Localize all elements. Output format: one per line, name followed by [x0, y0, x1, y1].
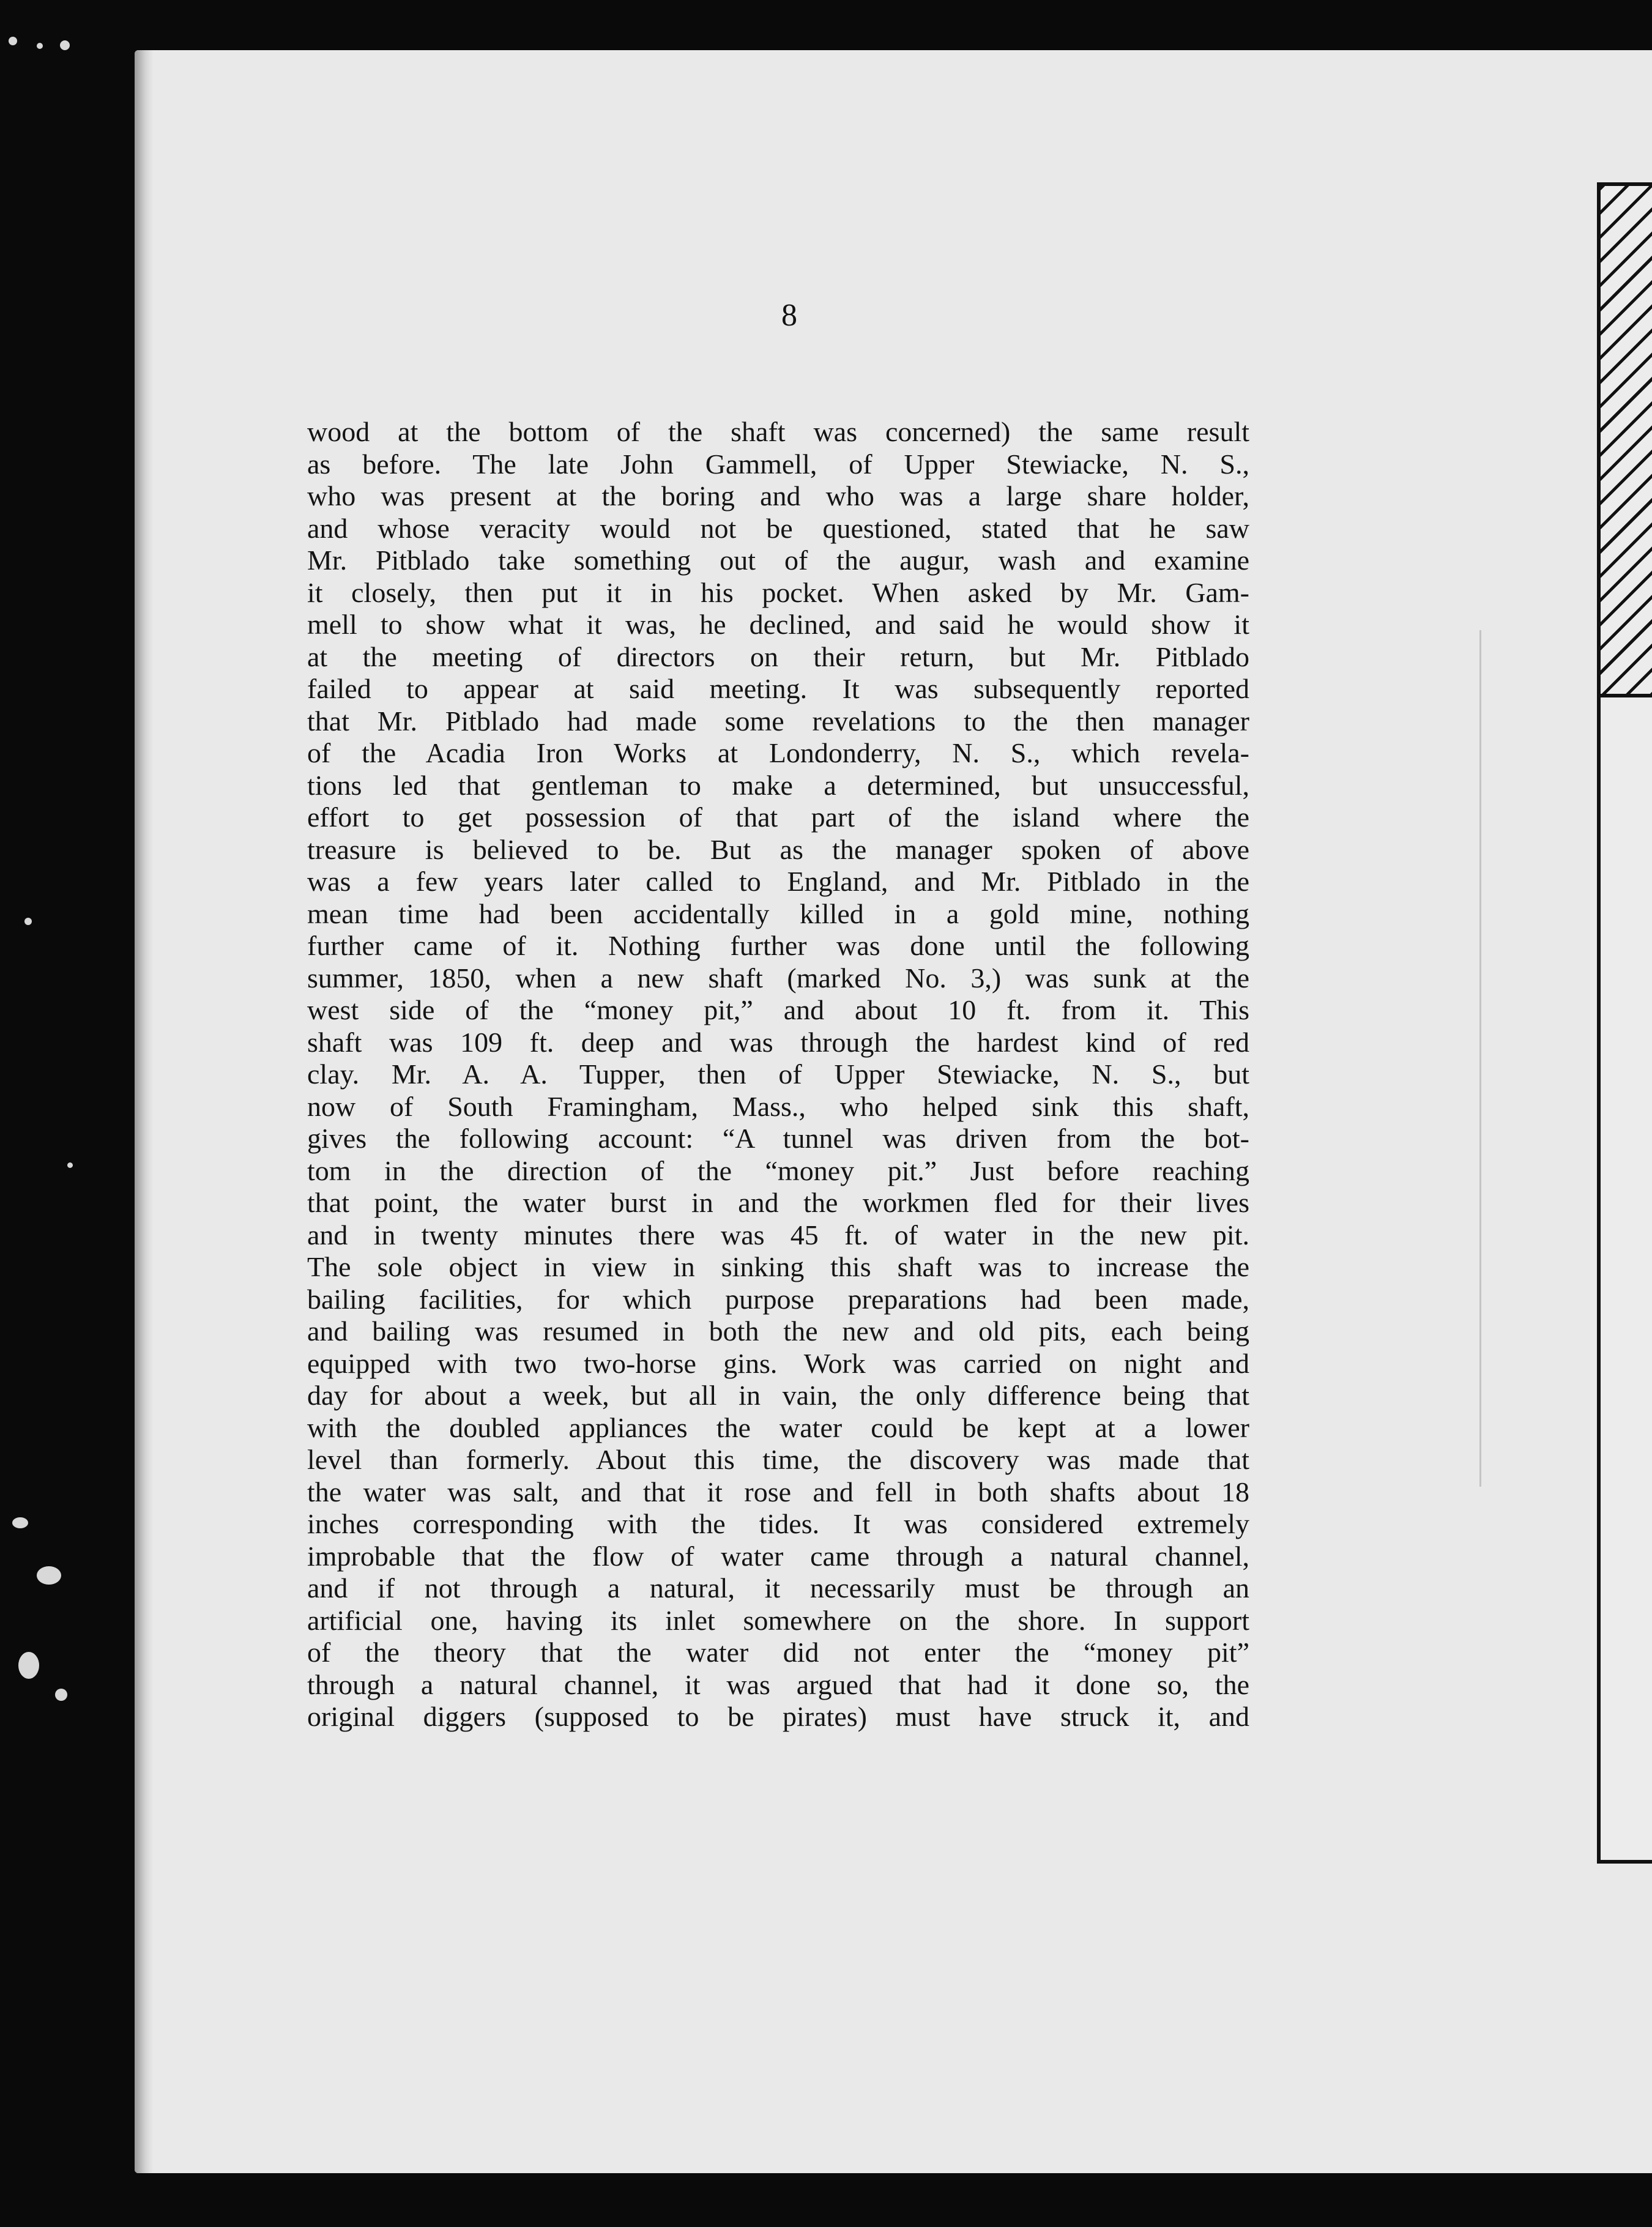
text-line: Mr. Pitblado take something out of the augur, wash and examine [307, 545, 1249, 576]
text-line: of the theory that the water did not enter the “money pit” [307, 1637, 1249, 1668]
text-line: treasure is believed to be. But as the manager spoken of above [307, 833, 1249, 865]
text-line: shaft was 109 ft. deep and was through the hardest kind of red [307, 1026, 1249, 1058]
text-line: wood at the bottom of the shaft was concerned) the same result [307, 416, 1249, 447]
page-gutter-shadow [135, 50, 153, 2173]
text-line: gives the following account: “A tunnel was driven from the bot- [307, 1123, 1249, 1154]
text-line: west side of the “money pit,” and about 10 ft. from it. This [307, 994, 1249, 1025]
text-line: original diggers (supposed to be pirates) must have struck it, and [307, 1701, 1249, 1732]
dust-speck [12, 1517, 28, 1528]
text-line: tom in the direction of the “money pit.” Just before reaching [307, 1154, 1249, 1186]
page-number: 8 [781, 298, 797, 333]
text-line: it closely, then put it in his pocket. When asked by Mr. Gam- [307, 576, 1249, 608]
text-line: summer, 1850, when a new shaft (marked No. 3,) was sunk at the [307, 962, 1249, 994]
text-line: mell to show what it was, he declined, and said he would show it [307, 609, 1249, 640]
text-line: improbable that the flow of water came through a natural channel, [307, 1540, 1249, 1572]
dust-speck [37, 43, 43, 49]
adjacent-plate-edge [1597, 182, 1652, 1864]
dust-speck [24, 918, 32, 925]
text-line: equipped with two two-horse gins. Work was carried on night and [307, 1347, 1249, 1379]
scanned-page [135, 50, 1652, 2173]
text-line: that Mr. Pitblado had made some revelations to the then manager [307, 705, 1249, 737]
text-line: further came of it. Nothing further was done until the following [307, 930, 1249, 961]
text-line: and whose veracity would not be questioned, stated that he saw [307, 512, 1249, 544]
text-line: and if not through a natural, it necessarily must be through an [307, 1572, 1249, 1604]
text-line: the water was salt, and that it rose and fell in both shafts about 18 [307, 1476, 1249, 1508]
text-line: clay. Mr. A. A. Tupper, then of Upper Stewiacke, N. S., but [307, 1058, 1249, 1090]
text-line: failed to appear at said meeting. It was subsequently reported [307, 673, 1249, 704]
text-line: level than formerly. About this time, the discovery was made that [307, 1444, 1249, 1475]
text-line: as before. The late John Gammell, of Upper Stewiacke, N. S., [307, 448, 1249, 480]
hatched-pattern [1601, 186, 1652, 697]
dust-speck [67, 1162, 73, 1168]
text-line: who was present at the boring and who was a large share holder, [307, 480, 1249, 511]
dust-speck [37, 1566, 61, 1585]
page-crease-line [1479, 630, 1481, 1487]
text-line: that point, the water burst in and the workmen fled for their lives [307, 1187, 1249, 1218]
dust-speck [9, 37, 17, 45]
text-line: inches corresponding with the tides. It was considered extremely [307, 1508, 1249, 1539]
text-line: bailing facilities, for which purpose preparations had been made, [307, 1283, 1249, 1315]
text-line: and bailing was resumed in both the new and old pits, each being [307, 1315, 1249, 1347]
dust-speck [55, 1689, 67, 1701]
body-text [307, 416, 1249, 1733]
text-line: artificial one, having its inlet somewhere on the shore. In support [307, 1604, 1249, 1636]
text-line: tions led that gentleman to make a determined, but unsuccessful, [307, 769, 1249, 801]
text-line: effort to get possession of that part of the island where the [307, 801, 1249, 833]
text-line: now of South Framingham, Mass., who helped sink this shaft, [307, 1090, 1249, 1122]
text-line: The sole object in view in sinking this shaft was to increase the [307, 1251, 1249, 1282]
text-line: with the doubled appliances the water could be kept at a lower [307, 1411, 1249, 1443]
text-line: of the Acadia Iron Works at Londonderry, N. S., which revela- [307, 737, 1249, 768]
text-line: through a natural channel, it was argued that had it done so, the [307, 1668, 1249, 1700]
text-line: at the meeting of directors on their return, but Mr. Pitblado [307, 641, 1249, 672]
dust-speck [60, 40, 70, 50]
text-line: was a few years later called to England, and Mr. Pitblado in the [307, 866, 1249, 897]
text-line: mean time had been accidentally killed in a gold mine, nothing [307, 898, 1249, 929]
text-line: day for about a week, but all in vain, the only difference being that [307, 1380, 1249, 1411]
dust-speck [18, 1652, 39, 1679]
text-line: and in twenty minutes there was 45 ft. of water in the new pit. [307, 1219, 1249, 1251]
